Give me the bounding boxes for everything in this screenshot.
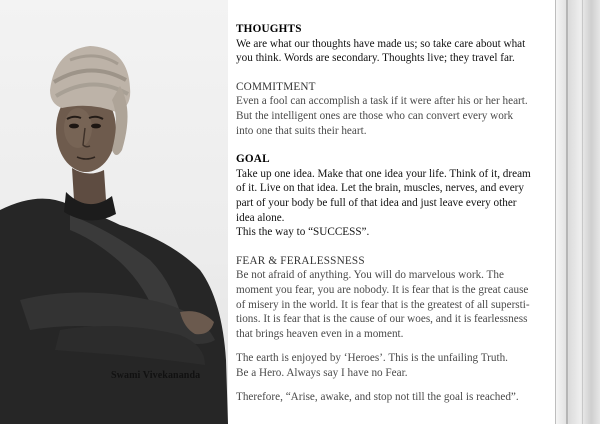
- heading-thoughts: THOUGHTS: [236, 23, 302, 35]
- quotes-column: [236, 22, 549, 419]
- fear-text: [236, 268, 549, 405]
- text-line: This the way to “SUCCESS”.: [236, 226, 370, 239]
- section-goal: [236, 152, 549, 240]
- text-line: tions. It is fear that is the cause of our woes, and it is fearlessness: [236, 313, 528, 326]
- strip-rule: [582, 0, 583, 424]
- text-line: idea alone.: [236, 211, 285, 224]
- section-fear: [236, 254, 549, 405]
- text-line: you think. Words are secondary. Thoughts live; they travel far.: [236, 52, 515, 65]
- heading-goal: GOAL: [236, 153, 270, 166]
- text-line: that brings heaven even in a moment.: [236, 327, 404, 340]
- goal-text: [236, 167, 549, 240]
- heading-commitment: COMMITMENT: [236, 80, 316, 93]
- section-thoughts: [236, 22, 549, 66]
- binder-strip: [555, 0, 600, 424]
- text-line: The earth is enjoyed by ‘Heroes’. This is the unfailing Truth.: [236, 352, 508, 365]
- closing-line: Therefore, “Arise, awake, and stop not till the goal is reached”.: [236, 391, 519, 404]
- text-line: Be not afraid of anything. You will do marvelous work. The: [236, 269, 504, 282]
- text-line: of misery in the world. It is fear that is the greatest of all supersti-: [236, 298, 530, 311]
- text-line: But the intelligent ones are those who can convert every work: [236, 109, 514, 122]
- thoughts-text: [236, 37, 549, 66]
- text-line: Even a fool can accomplish a task if it were after his or her heart.: [236, 95, 528, 108]
- text-line: Take up one idea. Make that one idea your life. Think of it, dream: [236, 167, 531, 180]
- portrait-illustration: [0, 0, 228, 424]
- text-line: of it. Live on that idea. Let the brain, muscles, nerves, and every: [236, 182, 524, 195]
- text-line: part of your body be full of that idea and just leave every other: [236, 196, 517, 209]
- text-line: moment you fear, you are nobody. It is fear that is the great cause: [236, 283, 529, 296]
- text-line: We are what our thoughts have made us; so take care about what: [236, 37, 526, 50]
- commitment-text: [236, 94, 549, 138]
- portrait-photo: [0, 0, 228, 424]
- portrait-caption: Swami Vivekananda: [111, 370, 201, 381]
- strip-rule: [566, 0, 568, 424]
- heading-fear: FEAR & FERALESSNESS: [236, 254, 365, 267]
- section-commitment: [236, 80, 549, 138]
- text-line: Be a Hero. Always say I have no Fear.: [236, 366, 408, 379]
- text-line: into one that suits their heart.: [236, 124, 367, 137]
